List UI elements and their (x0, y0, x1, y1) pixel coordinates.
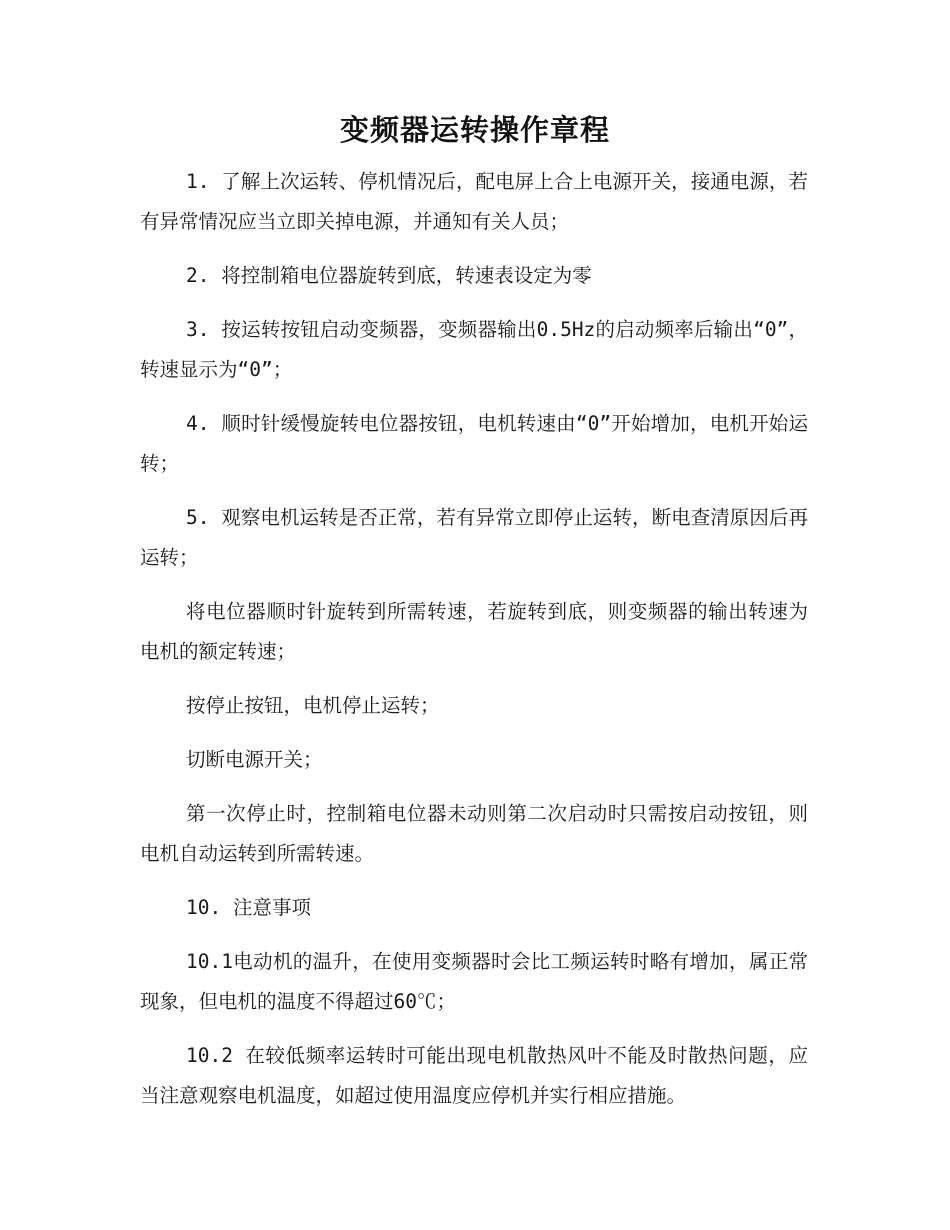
paragraph-note-10-2: 10.2 在较低频率运转时可能出现电机散热风叶不能及时散热问题，应当注意观察电机温度，如超过使用温度应停机并实行相应措施。 (140, 1044, 808, 1107)
paragraph-step-2: 2. 将控制箱电位器旋转到底，转速表设定为零 (186, 264, 592, 287)
paragraph-step-6: 将电位器顺时针旋转到所需转速，若旋转到底，则变频器的输出转速为电机的额定转速； (140, 600, 808, 663)
paragraph-step-1: 1. 了解上次运转、停机情况后，配电屏上合上电源开关，接通电源，若有异常情况应当立即关掉电源，并通知有关人员； (140, 170, 808, 233)
paragraph-step-8: 切断电源开关； (186, 748, 323, 771)
paragraph-step-5: 5. 观察电机运转是否正常，若有异常立即停止运转，断电查清原因后再运转； (140, 506, 808, 569)
paragraph-step-3: 3. 按运转按钮启动变频器，变频器输出0.5Hz的启动频率后输出“0”，转速显示为“0”； (140, 318, 808, 381)
paragraph-note-10-1: 10.1电动机的温升，在使用变频器时会比工频运转时略有增加，属正常现象，但电机的温度不得超过60℃； (140, 950, 808, 1013)
paragraph-step-4: 4. 顺时针缓慢旋转电位器按钮，电机转速由“0”开始增加，电机开始运转； (140, 412, 808, 475)
paragraph-step-9: 第一次停止时，控制箱电位器未动则第二次启动时只需按启动按钮，则电机自动运转到所需转速。 (140, 802, 808, 865)
document-body (140, 162, 808, 1130)
paragraph-notes-heading: 10. 注意事项 (186, 896, 311, 919)
paragraph-step-7: 按停止按钮，电机停止运转； (186, 694, 440, 717)
document-title: 变频器运转操作章程 (339, 113, 610, 147)
